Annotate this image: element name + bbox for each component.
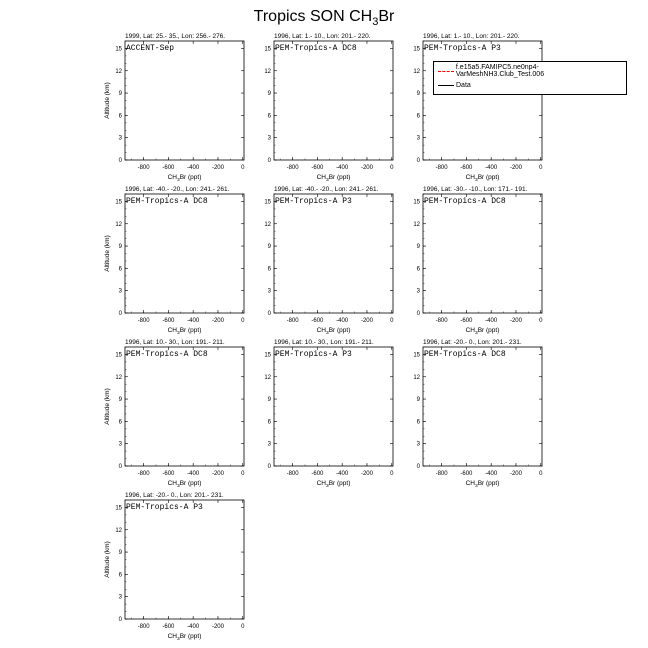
x-axis-label: $CH_3Br$ (ppt)	[167, 633, 202, 642]
panel-header: 1996, Lat: 10.- 30., Lon: 191.- 211.	[125, 339, 225, 346]
y-tick-label: 0	[267, 311, 271, 317]
x-tick-label: -800	[137, 471, 150, 477]
x-tick-label: 0	[241, 165, 245, 171]
y-tick-label: 9	[416, 397, 420, 404]
plot-frame	[274, 41, 393, 160]
x-tick-label: -800	[435, 318, 448, 324]
y-tick-label: 12	[115, 374, 122, 381]
campaign-label: PEM-Tropics-A DC8	[126, 350, 208, 359]
y-tick-label: 15	[413, 199, 420, 206]
x-tick-label: -600	[162, 165, 175, 171]
title-subscript: 3	[372, 16, 379, 29]
y-axis-label: Altitude (km)	[104, 235, 111, 272]
y-tick-label: 15	[264, 199, 271, 206]
y-tick-label: 12	[115, 68, 122, 75]
y-tick-label: 15	[264, 46, 271, 53]
panel-9	[413, 339, 543, 489]
legend-entry-data	[438, 80, 471, 90]
y-tick-label: 3	[118, 594, 122, 601]
panel-header: 1996, Lat: -40.- -20., Lon: 241.- 261.	[274, 186, 379, 193]
x-tick-label: -800	[137, 624, 150, 630]
x-axis-label: $CH_3Br$ (ppt)	[316, 327, 351, 336]
y-tick-label: 15	[115, 505, 122, 512]
y-axis-label: Altitude (km)	[104, 388, 111, 425]
panel-2	[264, 33, 394, 183]
y-tick-label: 6	[118, 266, 122, 273]
y-tick-label: 9	[267, 91, 271, 98]
campaign-label: ACCENT-Sep	[126, 44, 175, 53]
y-tick-label: 12	[413, 221, 420, 228]
y-axis-label: Altitude (km)	[104, 82, 111, 119]
panel-1	[104, 33, 245, 183]
y-tick-label: 3	[416, 441, 420, 448]
y-tick-label: 9	[118, 244, 122, 251]
x-tick-label: -600	[162, 318, 175, 324]
y-tick-label: 12	[115, 527, 122, 534]
panel-6	[413, 186, 543, 336]
plot-frame	[274, 194, 393, 313]
y-tick-label: 15	[115, 352, 122, 359]
y-tick-label: 3	[118, 288, 122, 295]
x-tick-label: 0	[241, 624, 245, 630]
campaign-label: PEM-Tropics-A P3	[275, 350, 352, 359]
panel-7	[104, 339, 245, 489]
y-tick-label: 6	[267, 113, 271, 120]
campaign-label: PEM-Tropics-A P3	[126, 503, 203, 512]
legend-label-data: Data	[456, 81, 471, 89]
y-tick-label: 0	[416, 158, 420, 164]
y-tick-label: 0	[267, 158, 271, 164]
y-tick-label: 3	[118, 135, 122, 142]
x-tick-label: -200	[509, 165, 522, 171]
x-tick-label: -800	[286, 165, 299, 171]
x-tick-label: 0	[390, 165, 394, 171]
panel-8	[264, 339, 394, 489]
x-tick-label: -800	[137, 318, 150, 324]
x-tick-label: -600	[460, 318, 473, 324]
y-tick-label: 0	[416, 311, 420, 317]
y-tick-label: 3	[416, 288, 420, 295]
x-tick-label: 0	[539, 165, 543, 171]
x-tick-label: -400	[485, 165, 498, 171]
plot-frame	[423, 194, 542, 313]
y-tick-label: 0	[118, 617, 122, 623]
y-tick-label: 0	[267, 464, 271, 470]
y-tick-label: 0	[416, 464, 420, 470]
x-tick-label: 0	[539, 471, 543, 477]
panel-header: 1996, Lat: -30.- -10., Lon: 171.- 191.	[423, 186, 528, 193]
y-axis-label: Altitude (km)	[104, 541, 111, 578]
x-tick-label: -800	[435, 165, 448, 171]
y-tick-label: 6	[118, 113, 122, 120]
y-tick-label: 6	[267, 419, 271, 426]
y-tick-label: 15	[115, 199, 122, 206]
x-tick-label: -400	[187, 318, 200, 324]
x-axis-label: $CH_3Br$ (ppt)	[167, 327, 202, 336]
y-tick-label: 6	[416, 266, 420, 273]
y-tick-label: 9	[118, 550, 122, 557]
legend-label-model: f.e15a5.FAMIPC5.ne0np4-VarMeshNH3.Club_Test.006	[455, 64, 545, 78]
y-tick-label: 12	[115, 221, 122, 228]
y-tick-label: 6	[416, 419, 420, 426]
x-tick-label: -400	[336, 165, 349, 171]
x-axis-label: $CH_3Br$ (ppt)	[316, 174, 351, 183]
x-tick-label: -200	[360, 471, 373, 477]
y-tick-label: 3	[267, 288, 271, 295]
x-axis-label: $CH_3Br$ (ppt)	[167, 174, 202, 183]
y-tick-label: 6	[118, 419, 122, 426]
y-tick-label: 9	[267, 244, 271, 251]
x-tick-label: -800	[137, 165, 150, 171]
y-tick-label: 9	[267, 397, 271, 404]
x-tick-label: -200	[360, 318, 373, 324]
campaign-label: PEM-Tropics-A DC8	[126, 197, 208, 206]
y-tick-label: 0	[118, 311, 122, 317]
title-suffix: Br	[378, 8, 395, 25]
x-tick-label: -600	[460, 471, 473, 477]
campaign-label: PEM-Tropics-A DC8	[275, 44, 357, 53]
x-tick-label: -400	[187, 165, 200, 171]
y-tick-label: 9	[118, 397, 122, 404]
panel-header: 1996, Lat: 1.- 10., Lon: 201.- 220.	[274, 33, 371, 40]
x-tick-label: 0	[390, 471, 394, 477]
x-tick-label: -200	[211, 471, 224, 477]
campaign-label: PEM-Tropics-A P3	[275, 197, 352, 206]
plot-frame	[125, 194, 244, 313]
y-tick-label: 12	[264, 68, 271, 75]
x-tick-label: -600	[460, 165, 473, 171]
y-tick-label: 15	[115, 46, 122, 53]
x-tick-label: -800	[435, 471, 448, 477]
x-tick-label: -200	[211, 624, 224, 630]
x-tick-label: -400	[485, 471, 498, 477]
x-tick-label: -600	[311, 471, 324, 477]
x-tick-label: -200	[211, 318, 224, 324]
panel-3	[413, 33, 543, 183]
x-tick-label: -600	[311, 165, 324, 171]
y-tick-label: 3	[267, 135, 271, 142]
x-tick-label: -200	[509, 318, 522, 324]
y-tick-label: 6	[267, 266, 271, 273]
legend-dashed-line-icon	[438, 71, 454, 72]
panel-5	[264, 186, 394, 336]
panel-header: 1999, Lat: 25.- 35., Lon: 256.- 276.	[125, 33, 226, 40]
x-axis-label: $CH_3Br$ (ppt)	[316, 480, 351, 489]
plot-frame	[125, 500, 244, 619]
x-axis-label: $CH_3Br$ (ppt)	[167, 480, 202, 489]
y-tick-label: 12	[413, 374, 420, 381]
y-tick-label: 3	[267, 441, 271, 448]
panel-header: 1996, Lat: 10.- 30., Lon: 191.- 211.	[274, 339, 374, 346]
plot-frame	[125, 41, 244, 160]
x-tick-label: -600	[162, 471, 175, 477]
y-tick-label: 12	[264, 374, 271, 381]
x-tick-label: 0	[241, 471, 245, 477]
campaign-label: PEM-Tropics-A DC8	[424, 350, 506, 359]
y-tick-label: 0	[118, 464, 122, 470]
x-tick-label: -400	[485, 318, 498, 324]
x-tick-label: -800	[286, 471, 299, 477]
y-tick-label: 6	[118, 572, 122, 579]
plot-frame	[423, 347, 542, 466]
y-tick-label: 6	[416, 113, 420, 120]
panel-10	[104, 492, 245, 642]
y-tick-label: 3	[416, 135, 420, 142]
x-tick-label: -400	[187, 624, 200, 630]
y-tick-label: 9	[118, 91, 122, 98]
x-tick-label: 0	[539, 318, 543, 324]
x-tick-label: -200	[509, 471, 522, 477]
legend-entry-model	[438, 66, 626, 76]
y-tick-label: 9	[416, 244, 420, 251]
y-tick-label: 15	[413, 352, 420, 359]
x-tick-label: -200	[360, 165, 373, 171]
x-tick-label: -600	[311, 318, 324, 324]
legend-solid-line-icon	[438, 85, 454, 86]
x-tick-label: -200	[211, 165, 224, 171]
y-tick-label: 15	[413, 46, 420, 53]
plot-frame	[423, 41, 542, 160]
panel-header: 1996, Lat: -20.- 0., Lon: 201.- 231.	[125, 492, 224, 499]
x-axis-label: $CH_3Br$ (ppt)	[465, 174, 500, 183]
panel-header: 1996, Lat: -40.- -20., Lon: 241.- 261.	[125, 186, 230, 193]
chart-legend	[433, 61, 627, 95]
title-prefix: Tropics SON CH	[253, 8, 373, 25]
x-axis-label: $CH_3Br$ (ppt)	[465, 480, 500, 489]
panel-header: 1996, Lat: -20.- 0., Lon: 201.- 231.	[423, 339, 522, 346]
y-tick-label: 12	[264, 221, 271, 228]
y-tick-label: 0	[118, 158, 122, 164]
campaign-label: PEM-Tropics-A DC8	[424, 197, 506, 206]
y-tick-label: 9	[416, 91, 420, 98]
y-tick-label: 3	[118, 441, 122, 448]
x-tick-label: 0	[241, 318, 245, 324]
x-tick-label: -400	[336, 318, 349, 324]
y-tick-label: 15	[264, 352, 271, 359]
x-tick-label: -400	[187, 471, 200, 477]
panel-4	[104, 186, 245, 336]
x-axis-label: $CH_3Br$ (ppt)	[465, 327, 500, 336]
x-tick-label: 0	[390, 318, 394, 324]
x-tick-label: -600	[162, 624, 175, 630]
campaign-label: PEM-Tropics-A P3	[424, 44, 501, 53]
plot-frame	[274, 347, 393, 466]
panel-header: 1996, Lat: 1.- 10., Lon: 201.- 220.	[423, 33, 520, 40]
plot-frame	[125, 347, 244, 466]
x-tick-label: -800	[286, 318, 299, 324]
x-tick-label: -400	[336, 471, 349, 477]
y-tick-label: 12	[413, 68, 420, 75]
